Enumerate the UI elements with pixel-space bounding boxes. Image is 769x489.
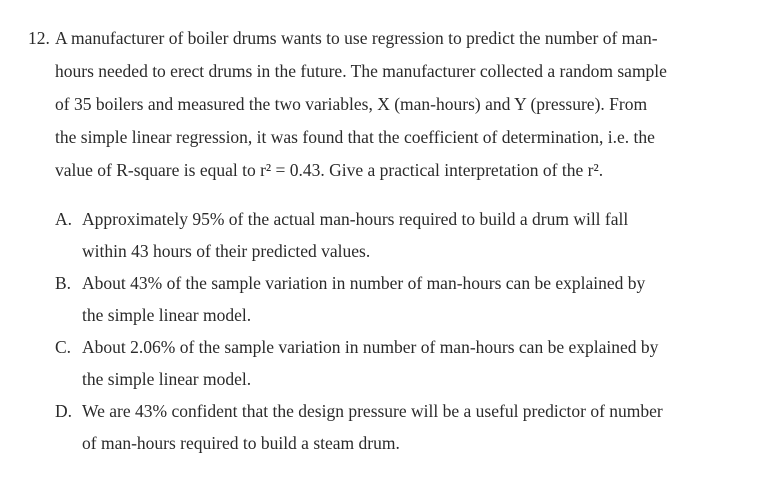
choice-text: About 2.06% of the sample variation in number of man-hours can be explained by	[82, 337, 659, 357]
question-number: 12.	[28, 28, 50, 48]
choice-line	[55, 203, 715, 235]
choice-letter: C.	[55, 337, 72, 357]
choice-d[interactable]	[55, 395, 715, 459]
question-line: hours needed to erect drums in the future. The manufacturer collected a random sample	[55, 61, 667, 81]
choice-c[interactable]	[55, 331, 715, 395]
choice-line: the simple linear model.	[82, 305, 252, 325]
choice-text: We are 43% confident that the design pressure will be a useful predictor of number	[82, 401, 663, 421]
choice-letter: A.	[55, 209, 73, 229]
question-text: A manufacturer of boiler drums wants to use regression to predict the number of man-	[55, 28, 658, 48]
choice-line	[55, 395, 715, 427]
choice-b[interactable]	[55, 267, 715, 331]
question-block	[28, 22, 718, 187]
answer-choices	[55, 203, 715, 459]
choice-letter: D.	[55, 401, 73, 421]
question-line: the simple linear regression, it was found that the coefficient of determination, i.e. the	[55, 127, 655, 147]
question-line: of 35 boilers and measured the two variables, X (man-hours) and Y (pressure). From	[55, 94, 648, 114]
question-line: value of R-square is equal to r² = 0.43. Give a practical interpretation of the r².	[55, 160, 604, 180]
choice-letter: B.	[55, 273, 72, 293]
choice-line: the simple linear model.	[82, 369, 252, 389]
choice-line	[55, 267, 715, 299]
choice-line: of man-hours required to build a steam drum.	[82, 433, 400, 453]
question-line	[28, 22, 718, 55]
choice-a[interactable]	[55, 203, 715, 267]
choice-line	[55, 331, 715, 363]
choice-text: About 43% of the sample variation in number of man-hours can be explained by	[82, 273, 646, 293]
choice-line: within 43 hours of their predicted values.	[82, 241, 371, 261]
choice-text: Approximately 95% of the actual man-hours required to build a drum will fall	[82, 209, 629, 229]
